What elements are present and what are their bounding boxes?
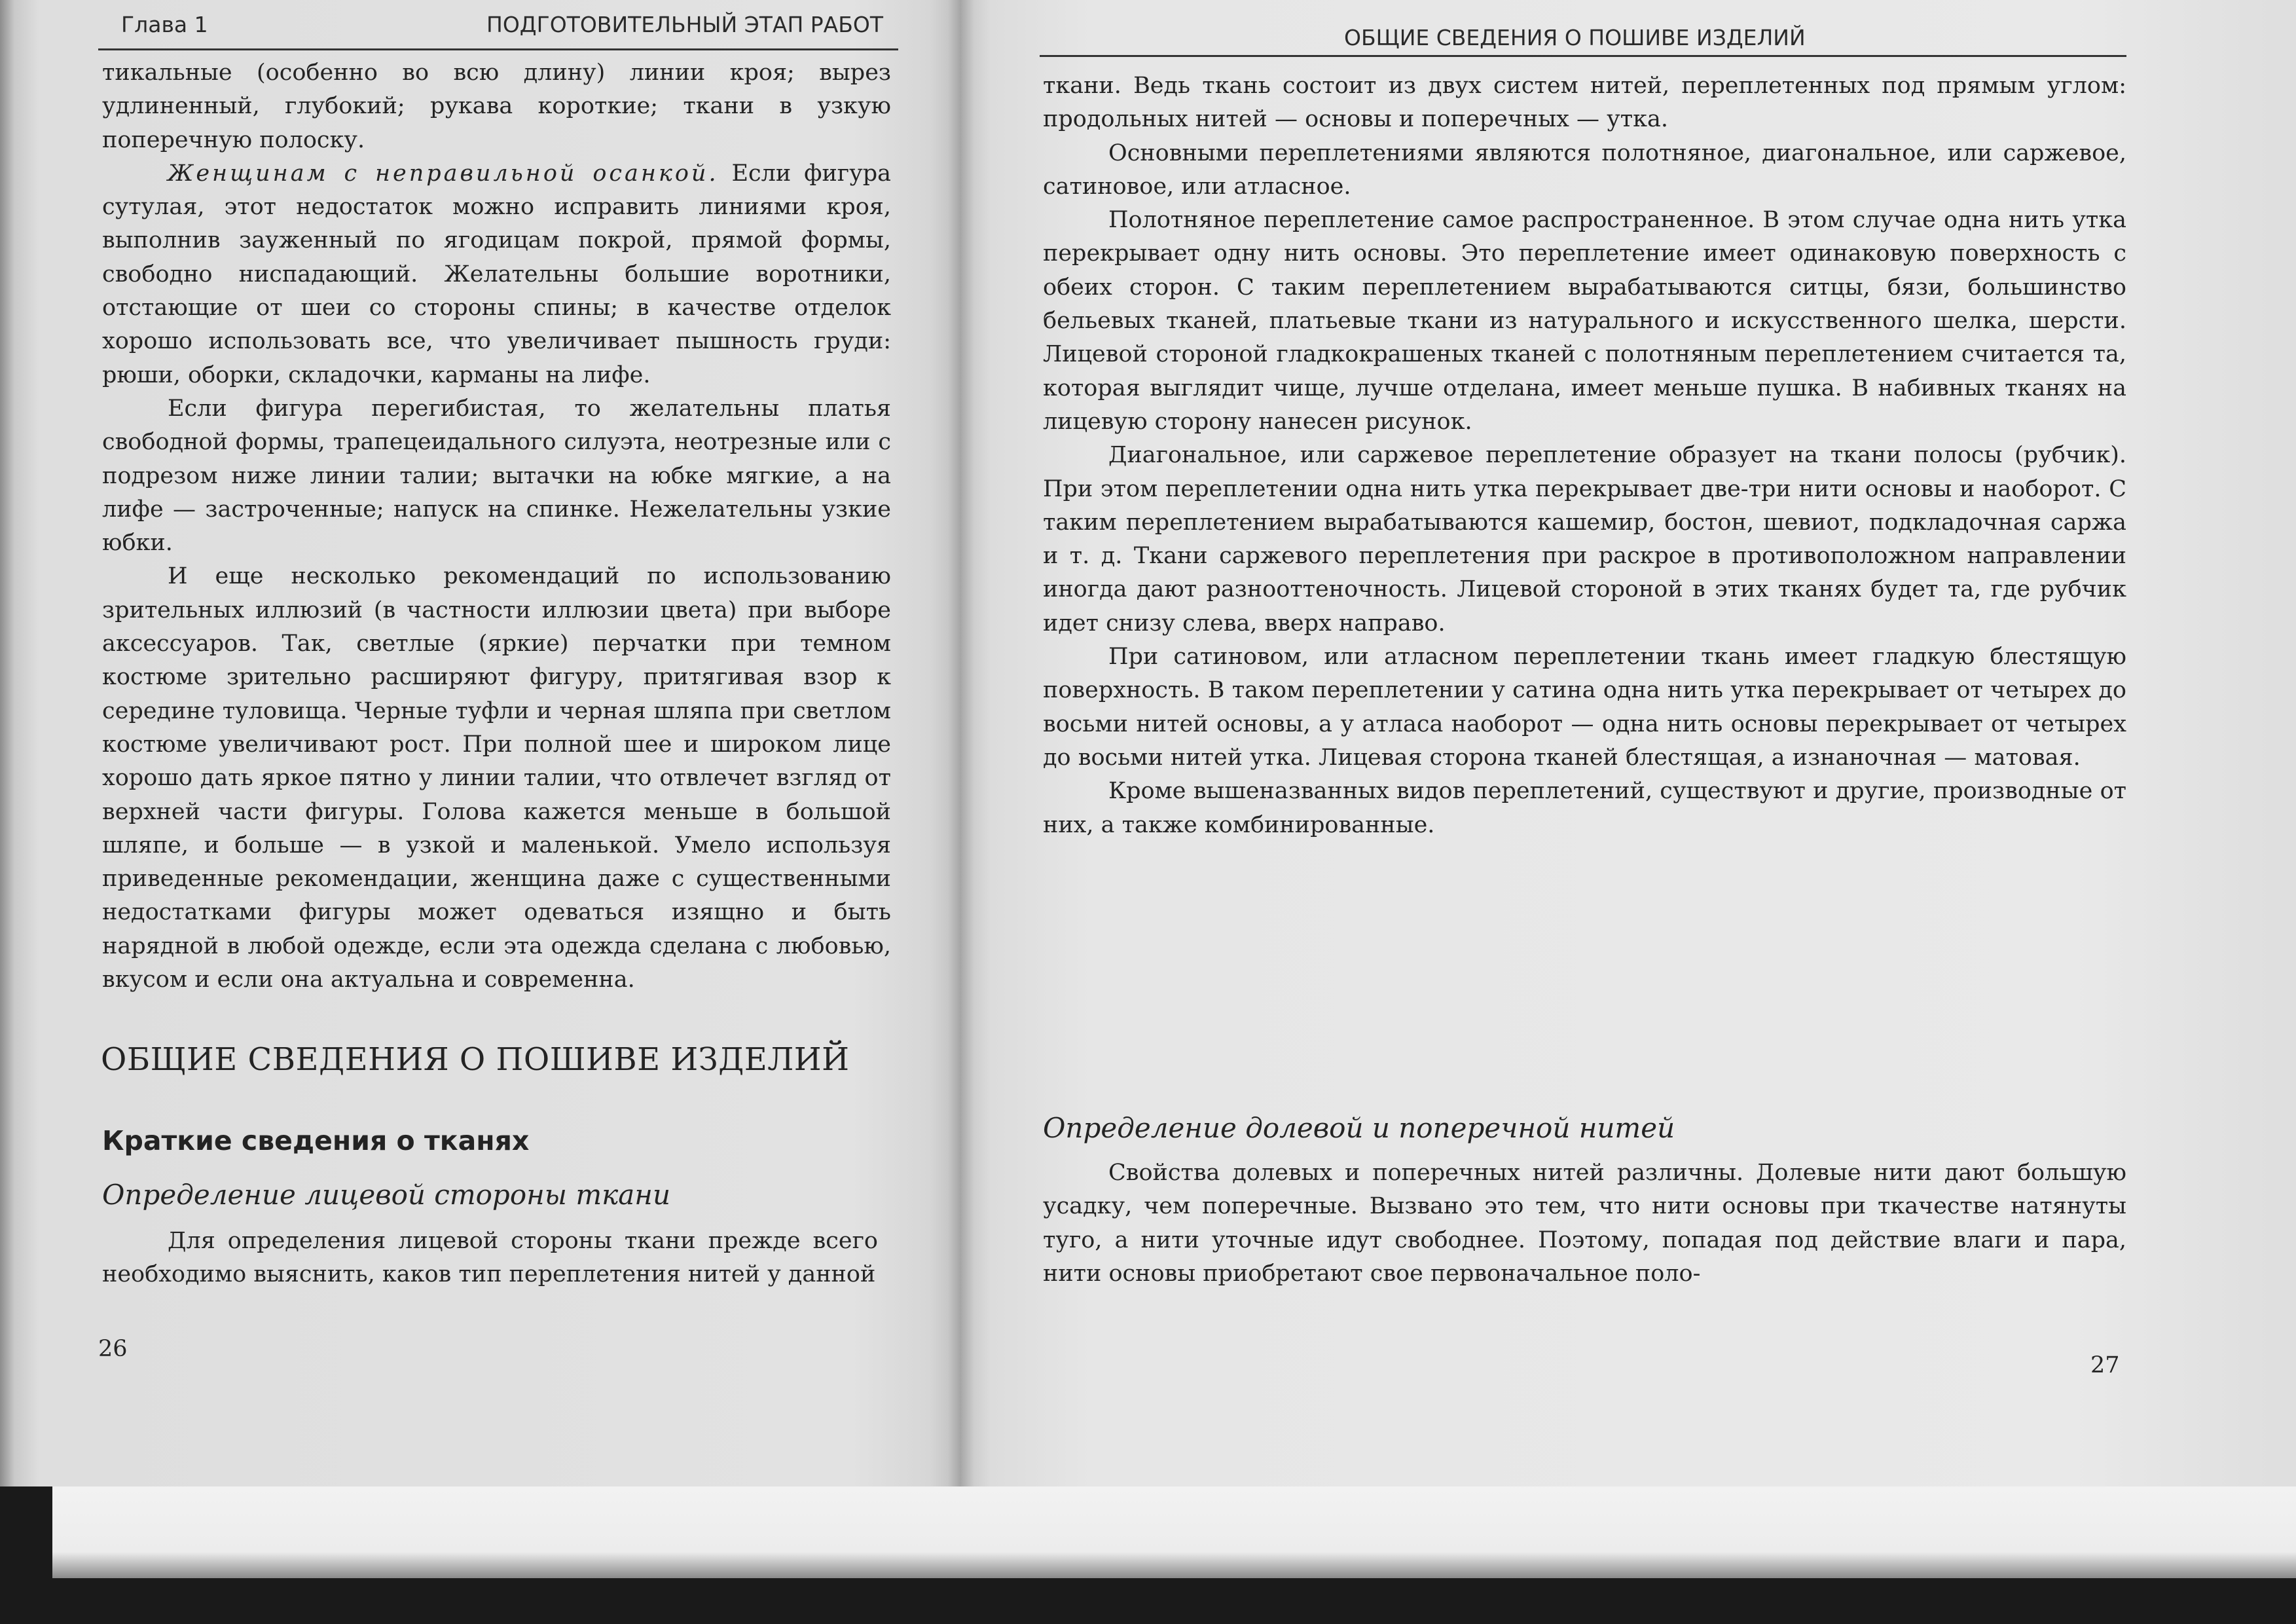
scanner-bed-edge [52,1486,2296,1578]
paragraph: Полотняное переплетение самое распространенное. В этом случае одна нить утка перекрывает одну нить основы. Это переплетение имеет одинаковую поверхность с обеих сторон. С таким переплетением вырабатываются ситцы, бязи, большинство бельевых тканей, платьевые ткани из натурального и искусственного шелка, шерсти. Лицевой стороной гладкокрашеных тканей с полотняным переплетением считается та, которая выглядит чище, лучше отделана, имеет меньше пушка. В набивных тканях на лицевую сторону нанесен рисунок. [1043,207,2126,435]
paragraph: Свойства долевых и поперечных нитей различны. Долевые нити дают большую усадку, чем поперечные. Вызвано это тем, что нити основы при ткачестве натянуты туго, а нити уточные идут свободнее. Поэтому, попадая под действие влаги и пара, нити основы приобретают свое первоначальное поло- [1043,1160,2126,1287]
running-head-title: ПОДГОТОВИТЕЛЬНЫЙ ЭТАП РАБОТ [486,12,884,37]
paragraph: Если фигура перегибистая, то желательны платья свободной формы, трапецеидального силуэта, неотрезные или с подрезом ниже линии талии; вытачки на юбке мягкие, а на лифе — застроченные; напуск на спинке. Нежелательны узкие юбки. [102,395,891,557]
paragraph: Кроме вышеназванных видов переплетений, существуют и другие, производные от них, а также комбинированные. [1043,778,2126,838]
right-body-text [1043,69,2126,842]
paragraph: При сатиновом, или атласном переплетении ткань имеет гладкую блестящую поверхность. В таком переплетении у сатина одна нить утка перекрывает от четырех до восьми нитей основы, а у атласа наоборот — одна нить основы перекрывает от четырех до восьми нитей утка. Лицевая сторона тканей блестящая, а изнаночная — матовая. [1043,644,2126,771]
page-number: 27 [2090,1352,2120,1378]
right-body-text-end [1043,1156,2126,1291]
subsubsection-title: Определение лицевой стороны ткани [102,1179,670,1211]
section-title: ОБЩИЕ СВЕДЕНИЯ О ПОШИВЕ ИЗДЕЛИЙ [101,1041,850,1078]
running-head-title: ОБЩИЕ СВЕДЕНИЯ О ПОШИВЕ ИЗДЕЛИЙ [1344,25,1806,50]
left-page [0,0,961,1486]
running-head-chapter: Глава 1 [121,12,208,37]
paragraph: ткани. Ведь ткань состоит из двух систем нитей, переплетенных под прямым углом: продольных нитей — основы и поперечных — утка. [1043,73,2126,133]
paragraph-lead-in: Женщинам с неправильной осанкой. [168,160,719,187]
page-number: 26 [98,1336,128,1362]
running-head-rule [1040,55,2126,57]
paragraph: Основными переплетениями являются полотняное, диагональное, или саржевое, сатиновое, или атласное. [1043,139,2126,200]
running-head-rule [98,48,898,50]
paragraph: И еще несколько рекомендаций по использованию зрительных иллюзий (в частности иллюзии цвета) при выборе аксессуаров. Так, светлые (яркие) перчатки при темном костюме зрительно расширяют фигуру, притягивая взор к середине туловища. Черные туфли и черная шляпа при светлом костюме увеличивают рост. При полной шее и широком лице хорошо дать яркое пятно у линии талии, что отвлечет взгляд от верхней части фигуры. Голова кажется меньше в большой шляпе, и больше — в узкой и маленькой. Умело используя приведенные рекомендации, женщина даже с существенными недостатками фигуры может одеваться изящно и быть нарядной в любой одежде, если эта одежда сделана с любовью, вкусом и если она актуальна и современна. [102,563,891,993]
book-gutter-shadow [948,0,974,1506]
right-page [961,0,2296,1565]
left-body-text [102,56,891,997]
paragraph [102,157,891,392]
paragraph: Диагональное, или саржевое переплетение образует на ткани полосы (рубчик). При этом переплетении одна нить утка перекрывает две-три нити основы и наоборот. С таким переплетением вырабатываются кашемир, бостон, шевиот, подкладочная саржа и т. д. Ткани саржевого переплетения при раскрое в противоположном направлении иногда дают разнооттеночность. Лицевой стороной в этих тканях будет та, где рубчик идет снизу слева, вверх направо. [1043,442,2126,637]
left-body-text-end [102,1225,878,1292]
subsection-title: Краткие сведения о тканях [102,1125,530,1156]
paragraph-text: Если фигура сутулая, этот недостаток можно исправить линиями кроя, выполнив зауженный по ягодицам покрой, прямой формы, свободно ниспадающий. Желательны большие воротники, отстающие от шеи со стороны спины; в качестве отделок хорошо использовать все, что увеличивает пышность груди: рюши, оборки, складочки, карманы на лифе. [102,160,891,388]
subsubsection-title: Определение долевой и поперечной нитей [1043,1112,1675,1144]
paragraph: тикальные (особенно во всю длину) линии кроя; вырез удлиненный, глубокий; рукава короткие; ткани в узкую поперечную полоску. [102,60,891,153]
paragraph: Для определения лицевой стороны ткани прежде всего необходимо выяснить, каков тип переплетения нитей у данной [102,1228,878,1288]
